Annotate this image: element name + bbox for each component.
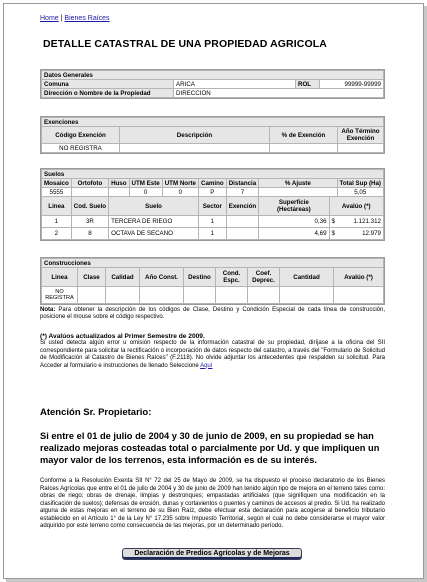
col-header: Superficie (Hectáreas)	[259, 197, 329, 216]
rol-label: ROL	[296, 80, 320, 89]
table-cell: NO REGISTRA	[42, 144, 120, 153]
col-header: Cond. Espc.	[216, 268, 248, 287]
avaluos-block	[40, 333, 385, 370]
construcciones-section	[40, 257, 385, 305]
table-cell	[226, 228, 259, 240]
page-title: DETALLE CATASTRAL DE UNA PROPIEDAD AGRICOLA	[43, 38, 327, 50]
table-cell	[226, 216, 259, 228]
col-header: UTM Norte	[162, 179, 198, 188]
breadcrumb	[40, 15, 110, 22]
col-header: % Ajuste	[259, 179, 337, 188]
col-header: Ortofoto	[71, 179, 108, 188]
table-cell: 0,36	[259, 216, 329, 228]
section-header: Suelos	[42, 170, 384, 179]
col-header: Coef. Deprec.	[248, 268, 280, 287]
table-cell	[71, 188, 108, 197]
datos-generales-section	[40, 69, 385, 99]
table-cell: 5555	[42, 188, 72, 197]
table-cell: 5,05	[337, 188, 383, 197]
table-cell: TERCERA DE RIEGO	[109, 216, 199, 228]
col-header: Linea	[42, 197, 72, 216]
col-header: UTM Este	[129, 179, 162, 188]
declaracion-button[interactable]: Declaración de Predios Agrícolas y de Mejoras	[122, 548, 302, 560]
table-cell	[78, 287, 106, 304]
table-cell: 3R	[71, 216, 108, 228]
table-cell	[120, 144, 270, 153]
table-cell	[334, 287, 384, 304]
avaluos-body: Si usted detecta algún error u omisión respecto de la información catastral de su propiedad, diríjase a la oficina del SII correspondiente para solicitar la rectificación o incorporación de datos respecto del catastro, a través del "Formulario de Solicitud de Modificación al Catastro de Bienes Raíces" (F.2118). No olvide adjuntar los antecedentes que respalden su solicitud. Para Acceder al formulario e instrucciones de llenado Seleccione	[40, 340, 385, 369]
col-header: Destino	[184, 268, 216, 287]
col-header: Total Sup (Ha)	[337, 179, 383, 188]
table-cell	[109, 188, 129, 197]
table-cell: $	[329, 216, 337, 228]
col-header: Avalúo (*)	[334, 268, 384, 287]
col-header: Sector	[198, 197, 226, 216]
home-link[interactable]: Home	[40, 15, 59, 22]
table-cell: NO REGISTRA	[42, 287, 78, 304]
table-cell: 12.979	[337, 228, 383, 240]
nota-text	[40, 307, 385, 322]
table-cell: $	[329, 228, 337, 240]
breadcrumb-separator: |	[60, 15, 63, 22]
col-header: % de Exención	[270, 127, 338, 144]
atencion-heading: Atención Sr. Propietario:	[40, 407, 152, 418]
col-header: Cantidad	[280, 268, 334, 287]
section-header: Exenciones	[42, 118, 384, 127]
nota-label: Nota:	[40, 307, 56, 313]
table-cell: 1.121.312	[337, 216, 383, 228]
col-header: Mosaico	[42, 179, 72, 188]
table-cell: OCTAVA DE SECANO	[109, 228, 199, 240]
nota-body: Para obtener la descripción de los códigos de Clase, Destino y Condición Especial de cada línea de construcción, posicione el mouse sobre el código respectivo.	[40, 307, 385, 321]
mejoras-notice: Si entre el 01 de julio de 2004 y 30 de junio de 2009, en su propiedad se han realizado mejoras costeadas total o parcialmente por Ud. y que impliquen un mayor valor de los terrenos, esta información es de su interés.	[40, 431, 380, 465]
exenciones-section	[40, 116, 385, 154]
comuna-value: ARICA	[174, 80, 296, 89]
comuna-label: Comuna	[42, 80, 174, 89]
col-header: Código Exención	[42, 127, 120, 144]
table-cell	[106, 287, 140, 304]
table-cell	[259, 188, 337, 197]
col-header: Calidad	[106, 268, 140, 287]
col-header: Cod. Suelo	[71, 197, 108, 216]
col-header: Avalúo (*)	[329, 197, 383, 216]
suelos-section	[40, 168, 385, 241]
rol-value: 99999-99999	[320, 80, 384, 89]
aqui-link[interactable]: Aquí	[200, 362, 213, 369]
col-header: Suelo	[109, 197, 199, 216]
col-header: Año Const.	[140, 268, 184, 287]
col-header: Exención	[226, 197, 259, 216]
col-header: Linea	[42, 268, 78, 287]
avaluos-heading: (*) Avalúos actualizados al Primer Semestre de 2009.	[40, 333, 205, 340]
table-cell: 7	[226, 188, 259, 197]
resolucion-text: Conforme a la Resolución Exenta SII N° 72 del 25 de Mayo de 2009, se ha dispuesto el proceso declaratorio de los Bienes Raíces Agrícolas que entre el 01 de julio de 2004 y 30 de junio de 2009 han tenido algún tipo de mejora en el terreno tales como: obras de riego; obras de drenaje, limpias y destronques; empastadas artificiales (que signifiquen una modificación en la clasificación de suelos); defensas de erosión, dunas y cortavientos o puentes y caminos de accesos al predio. Si Ud. ha realizado alguna de estas mejoras en el terreno de su Bien Raíz, debe efectuar esta declaración para acogerse al beneficio tributario establecido en el Artículo 1° de la Ley N° 17.235 sobre Impuesto Territorial, según el cual no debe considerarse el mayor valor adquirido por este terreno como consecuencia de las mejoras, por un determinado período.	[40, 478, 385, 529]
table-cell: 1	[42, 216, 72, 228]
table-cell	[140, 287, 184, 304]
table-cell	[280, 287, 334, 304]
col-header: Huso	[109, 179, 129, 188]
col-header: Camino	[198, 179, 226, 188]
table-cell: P	[198, 188, 226, 197]
table-cell: 1	[198, 216, 226, 228]
bienes-raices-link[interactable]: Bienes Raíces	[64, 15, 110, 22]
col-header: Distancia	[226, 179, 259, 188]
table-cell	[338, 144, 384, 153]
table-cell	[216, 287, 248, 304]
col-header: Clase	[78, 268, 106, 287]
direccion-label: Dirección o Nombre de la Propiedad	[42, 89, 174, 98]
direccion-value: DIRECCION	[174, 89, 384, 98]
table-cell: 8	[71, 228, 108, 240]
col-header: Año Término Exención	[338, 127, 384, 144]
section-header: Datos Generales	[42, 71, 384, 80]
table-cell: 0	[129, 188, 162, 197]
table-cell: 0	[162, 188, 198, 197]
table-cell: 4,69	[259, 228, 329, 240]
table-cell: 2	[42, 228, 72, 240]
col-header: Descripción	[120, 127, 270, 144]
table-cell	[184, 287, 216, 304]
table-cell	[248, 287, 280, 304]
table-cell	[270, 144, 338, 153]
table-cell: 1	[198, 228, 226, 240]
section-header: Construcciones	[42, 259, 384, 268]
